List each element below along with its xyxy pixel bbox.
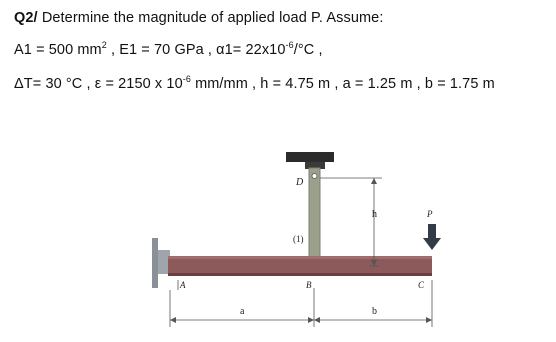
label-h: h (372, 209, 377, 220)
delta-t-strain-text: ΔT= 30 °C , ε = 2150 x 10 (14, 76, 183, 92)
top-support (286, 152, 334, 162)
pin-d (312, 174, 317, 179)
alpha-unit: /°C , (293, 42, 323, 58)
load-arrow-head (423, 238, 441, 250)
label-p: P (427, 209, 433, 219)
label-a-dim: a (240, 306, 245, 317)
label-d: D (296, 177, 304, 188)
label-c-point: C (418, 280, 425, 290)
wall-support (152, 238, 158, 288)
label-b-dim: b (372, 306, 377, 317)
label-b-point: B (306, 280, 312, 290)
load-arrow-shaft (428, 224, 436, 238)
beam-top-highlight (168, 256, 432, 259)
label-member-1: (1) (293, 234, 304, 244)
h-arrow-top (371, 178, 377, 184)
label-a-point: A (180, 280, 186, 290)
alpha-exponent: -6 (285, 40, 294, 51)
ab-dimension (170, 280, 432, 327)
a-arrow-left (170, 317, 176, 323)
strain-exponent: -6 (182, 74, 191, 85)
modulus-alpha-text: , E1 = 70 GPa , α1= 22x10 (106, 42, 286, 58)
question-prompt: Determine the magnitude of applied load P. Assume: (41, 10, 384, 26)
a-arrow-right (308, 317, 314, 323)
b-arrow-left (314, 317, 320, 323)
area-text: A1 = 500 mm (14, 42, 102, 58)
dimensions-text: mm/mm , h = 4.75 m , a = 1.25 m , b = 1.75 m (190, 76, 495, 92)
area-exponent: 2 (101, 40, 107, 51)
rod-member-1 (309, 168, 320, 260)
b-arrow-right (426, 317, 432, 323)
question-number: Q2/ (14, 10, 38, 26)
h-dimension (320, 178, 382, 266)
beam-bottom-shade (168, 273, 432, 276)
